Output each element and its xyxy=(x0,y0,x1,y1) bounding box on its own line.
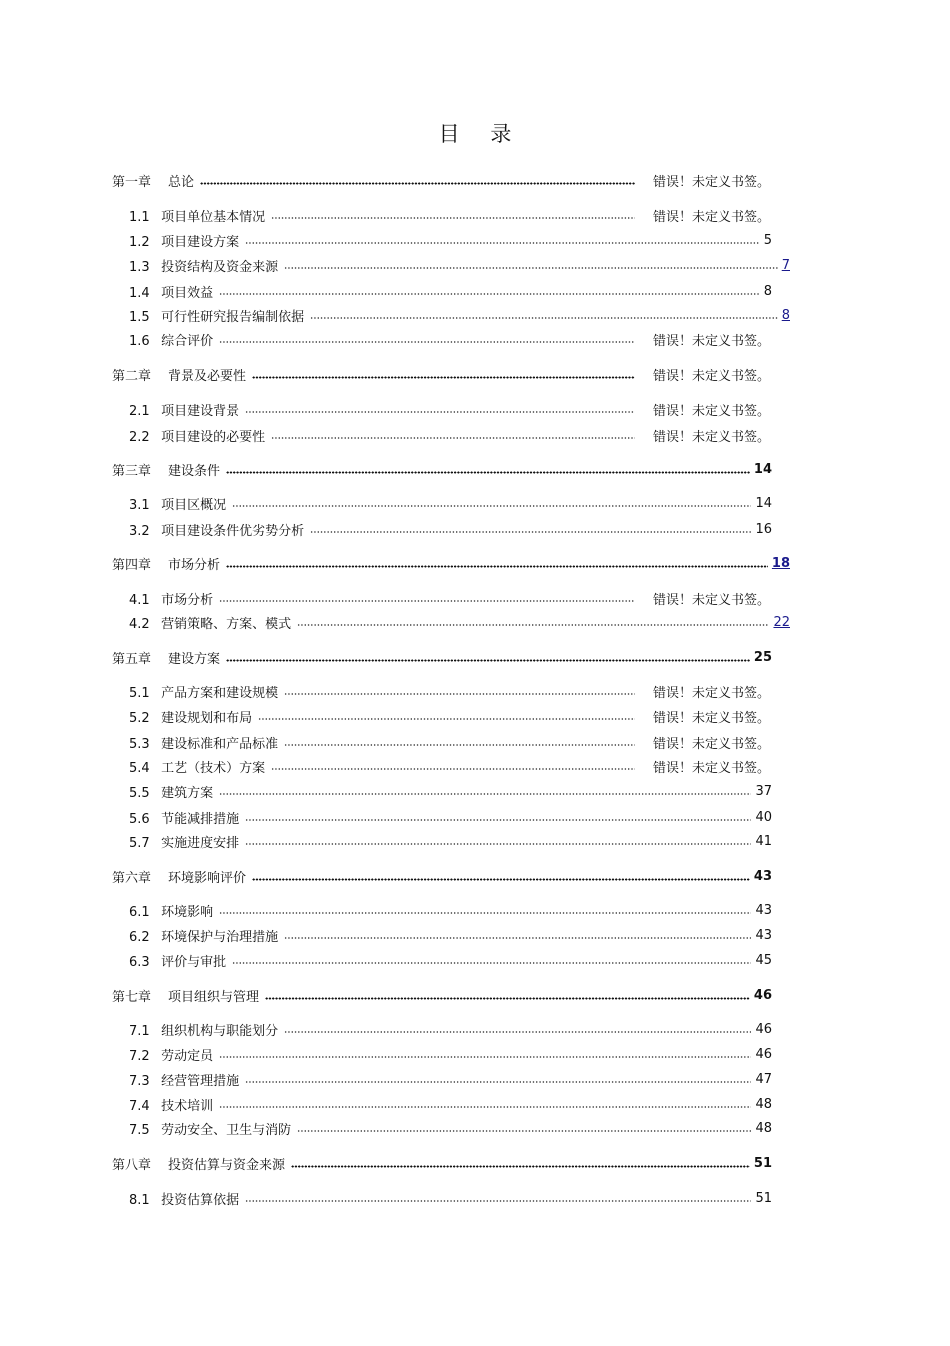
toc-entry-label xyxy=(129,206,271,225)
toc-entry-text: 技术培训 xyxy=(157,1098,214,1114)
toc-entry-label xyxy=(129,231,245,250)
dot-leader xyxy=(226,471,750,474)
toc-entry-text: 项目区概况 xyxy=(157,497,227,513)
toc-entry-text: 背景及必要性 xyxy=(168,368,247,384)
toc-entry-number: 第三章 xyxy=(112,463,152,479)
dot-leader xyxy=(284,937,751,939)
toc-entry-text: 产品方案和建设规模 xyxy=(157,685,279,701)
toc-section-row[interactable] xyxy=(129,588,770,608)
toc-entry-label xyxy=(129,520,310,539)
toc-section-row[interactable] xyxy=(129,1044,772,1064)
dot-leader xyxy=(284,1031,751,1033)
toc-title: 目 录 xyxy=(438,122,524,146)
toc-entry-label xyxy=(129,832,245,851)
toc-entry-number: 5.4 xyxy=(129,760,150,776)
toc-entry-label xyxy=(129,282,219,301)
toc-entry-label xyxy=(129,400,245,419)
toc-entry-number: 2.2 xyxy=(129,429,150,445)
toc-entry-number: 5.5 xyxy=(129,785,150,801)
toc-entry-number: 1.4 xyxy=(129,285,150,301)
toc-entry-label xyxy=(129,1119,297,1138)
toc-entry-number: 1.6 xyxy=(129,333,150,349)
toc-entry-text: 劳动安全、卫生与消防 xyxy=(157,1122,292,1138)
dot-leader xyxy=(232,962,751,964)
toc-entry-label xyxy=(112,1154,291,1173)
bookmark-error-text: 错误！未定义书签。 xyxy=(652,368,770,384)
toc-section-row[interactable] xyxy=(129,706,770,726)
page-number: 46 xyxy=(755,1046,772,1062)
dot-leader xyxy=(219,912,751,914)
toc-section-row[interactable] xyxy=(129,900,772,920)
toc-entry-label xyxy=(129,901,219,920)
toc-entry-number: 3.2 xyxy=(129,523,150,539)
toc-entry-number: 7.5 xyxy=(129,1122,150,1138)
page-number: 46 xyxy=(755,1021,772,1037)
toc-entry-number: 4.1 xyxy=(129,592,150,608)
toc-entry-number: 6.1 xyxy=(129,904,150,920)
page-number: 8 xyxy=(763,283,772,299)
toc-section-row[interactable] xyxy=(129,831,772,851)
toc-entry-label xyxy=(129,494,232,513)
toc-entry-text: 市场分析 xyxy=(168,557,221,573)
bookmark-error-text: 错误！未定义书签。 xyxy=(652,710,770,726)
dot-leader xyxy=(219,793,751,795)
toc-section-row[interactable] xyxy=(129,230,772,250)
page-number: 45 xyxy=(755,952,772,968)
toc-chapter-row[interactable] xyxy=(112,459,772,479)
dot-leader xyxy=(219,600,635,602)
toc-entry-number: 8.1 xyxy=(129,1192,150,1208)
toc-entry-text: 项目单位基本情况 xyxy=(157,209,266,225)
dot-leader xyxy=(310,317,778,319)
page-number[interactable]: 18 xyxy=(771,555,790,571)
dot-leader xyxy=(252,376,635,379)
toc-entry-number: 6.3 xyxy=(129,954,150,970)
toc-entry-label xyxy=(129,1020,284,1039)
toc-section-row[interactable] xyxy=(129,205,770,225)
page-number: 48 xyxy=(755,1096,772,1112)
page-number: 16 xyxy=(755,521,772,537)
toc-section-row[interactable] xyxy=(129,255,790,275)
page-number[interactable]: 8 xyxy=(781,307,790,323)
toc-section-row[interactable] xyxy=(129,519,772,539)
page-number: 5 xyxy=(763,232,772,248)
toc-chapter-row[interactable] xyxy=(112,866,772,886)
toc-entry-label xyxy=(129,1095,219,1114)
toc-section-row[interactable] xyxy=(129,950,772,970)
toc-entry-number: 5.7 xyxy=(129,835,150,851)
toc-section-row[interactable] xyxy=(129,281,772,301)
dot-leader xyxy=(297,624,769,626)
toc-entry-number: 7.1 xyxy=(129,1023,150,1039)
toc-entry-label xyxy=(112,986,265,1005)
toc-entry-text: 工艺（技术）方案 xyxy=(157,760,266,776)
toc-section-row[interactable] xyxy=(129,1094,772,1114)
bookmark-error-text: 错误！未定义书签。 xyxy=(652,209,770,225)
toc-entry-text: 总论 xyxy=(168,174,195,190)
toc-entry-text: 项目建设的必要性 xyxy=(157,429,266,445)
toc-section-row[interactable] xyxy=(129,399,770,419)
dot-leader xyxy=(219,1106,751,1108)
bookmark-error-text: 错误！未定义书签。 xyxy=(652,333,770,349)
toc-entry-text: 可行性研究报告编制依据 xyxy=(157,309,305,325)
toc-entry-label xyxy=(112,867,252,886)
toc-entry-number: 5.3 xyxy=(129,736,150,752)
toc-entry-text: 项目组织与管理 xyxy=(168,989,260,1005)
dot-leader xyxy=(271,437,635,439)
dot-leader xyxy=(252,878,750,881)
dot-leader xyxy=(219,341,635,343)
dot-leader xyxy=(265,997,750,1000)
toc-entry-number: 第七章 xyxy=(112,989,152,1005)
dot-leader xyxy=(219,1056,751,1058)
page-number: 14 xyxy=(753,461,772,477)
toc-entry-label xyxy=(129,682,284,701)
toc-entry-label xyxy=(129,306,310,325)
toc-section-row[interactable] xyxy=(129,1118,772,1138)
toc-entry-number: 第一章 xyxy=(112,174,152,190)
toc-section-row[interactable] xyxy=(129,1019,772,1039)
toc-entry-label xyxy=(129,330,219,349)
toc-entry-number: 7.3 xyxy=(129,1073,150,1089)
dot-leader xyxy=(226,659,750,662)
toc-entry-label xyxy=(129,808,245,827)
toc-section-row[interactable] xyxy=(129,781,772,801)
toc-entry-label xyxy=(129,1045,219,1064)
page-number[interactable]: 7 xyxy=(781,257,790,273)
toc-entry-number: 1.5 xyxy=(129,309,150,325)
toc-entry-number: 7.4 xyxy=(129,1098,150,1114)
dot-leader xyxy=(232,505,751,507)
toc-entry-text: 项目效益 xyxy=(157,285,214,301)
dot-leader xyxy=(297,1130,751,1132)
page-number: 43 xyxy=(755,902,772,918)
toc-entry-text: 投资估算依据 xyxy=(157,1192,240,1208)
dot-leader xyxy=(284,693,635,695)
page-number: 43 xyxy=(753,868,772,884)
toc-section-row[interactable] xyxy=(129,925,772,945)
toc-section-row[interactable] xyxy=(129,305,790,325)
toc-entry-label xyxy=(129,707,258,726)
toc-entry-text: 实施进度安排 xyxy=(157,835,240,851)
toc-entry-text: 建设规划和布局 xyxy=(157,710,253,726)
toc-entry-label xyxy=(129,733,284,752)
toc-entry-text: 市场分析 xyxy=(157,592,214,608)
toc-section-row[interactable] xyxy=(129,1188,772,1208)
toc-section-row[interactable] xyxy=(129,732,770,752)
toc-entry-number: 1.2 xyxy=(129,234,150,250)
toc-entry-text: 营销策略、方案、模式 xyxy=(157,616,292,632)
toc-entry-text: 环境保护与治理措施 xyxy=(157,929,279,945)
dot-leader xyxy=(226,565,768,568)
toc-entry-text: 节能减排措施 xyxy=(157,811,240,827)
dot-leader xyxy=(284,267,778,269)
toc-entry-number: 第六章 xyxy=(112,870,152,886)
toc-entry-number: 5.2 xyxy=(129,710,150,726)
toc-entry-text: 建筑方案 xyxy=(157,785,214,801)
toc-entry-text: 环境影响 xyxy=(157,904,214,920)
toc-entry-label xyxy=(112,171,200,190)
toc-entry-label xyxy=(129,1070,245,1089)
toc-entry-label xyxy=(129,926,284,945)
toc-entry-label xyxy=(129,426,271,445)
toc-chapter-row[interactable] xyxy=(112,364,770,384)
dot-leader xyxy=(200,182,635,185)
toc-entry-text: 投资结构及资金来源 xyxy=(157,259,279,275)
toc-section-row[interactable] xyxy=(129,329,770,349)
toc-entry-text: 项目建设方案 xyxy=(157,234,240,250)
dot-leader xyxy=(310,531,751,533)
page-number: 47 xyxy=(755,1071,772,1087)
toc-entry-label xyxy=(112,554,226,573)
toc-entry-number: 3.1 xyxy=(129,497,150,513)
bookmark-error-text: 错误！未定义书签。 xyxy=(652,760,770,776)
toc-entry-label xyxy=(129,951,232,970)
page-number: 43 xyxy=(755,927,772,943)
dot-leader xyxy=(245,411,635,413)
toc-entry-label xyxy=(112,460,226,479)
toc-chapter-row[interactable] xyxy=(112,170,770,190)
toc-entry-text: 建设标准和产品标准 xyxy=(157,736,279,752)
dot-leader xyxy=(245,819,751,821)
toc-entry-text: 劳动定员 xyxy=(157,1048,214,1064)
toc-entry-text: 组织机构与职能划分 xyxy=(157,1023,279,1039)
toc-entry-number: 4.2 xyxy=(129,616,150,632)
page-number[interactable]: 22 xyxy=(773,614,790,630)
dot-leader xyxy=(245,1081,751,1083)
dot-leader xyxy=(219,293,760,295)
page-number: 48 xyxy=(755,1120,772,1136)
page-number: 51 xyxy=(755,1190,772,1206)
toc-entry-text: 建设方案 xyxy=(168,651,221,667)
toc-section-row[interactable] xyxy=(129,612,790,632)
toc-entry-label xyxy=(112,365,252,384)
toc-entry-text: 项目建设背景 xyxy=(157,403,240,419)
toc-entry-label xyxy=(129,782,219,801)
toc-entry-number: 5.1 xyxy=(129,685,150,701)
toc-entry-number: 1.1 xyxy=(129,209,150,225)
bookmark-error-text: 错误！未定义书签。 xyxy=(652,429,770,445)
page-number: 41 xyxy=(755,833,772,849)
dot-leader xyxy=(245,1200,751,1202)
toc-entry-label xyxy=(112,648,226,667)
dot-leader xyxy=(291,1165,750,1168)
toc-entry-label xyxy=(129,757,271,776)
toc-entry-number: 5.6 xyxy=(129,811,150,827)
toc-chapter-row[interactable] xyxy=(112,553,790,573)
toc-entry-number: 7.2 xyxy=(129,1048,150,1064)
toc-entry-label xyxy=(129,1189,245,1208)
page-number: 14 xyxy=(755,495,772,511)
toc-section-row[interactable] xyxy=(129,425,770,445)
toc-entry-number: 第二章 xyxy=(112,368,152,384)
toc-entry-label xyxy=(129,256,284,275)
bookmark-error-text: 错误！未定义书签。 xyxy=(652,685,770,701)
page-number: 51 xyxy=(753,1155,772,1171)
page-number: 40 xyxy=(755,809,772,825)
toc-entry-text: 评价与审批 xyxy=(157,954,227,970)
toc-entry-text: 综合评价 xyxy=(157,333,214,349)
bookmark-error-text: 错误！未定义书签。 xyxy=(652,736,770,752)
toc-entry-label xyxy=(129,613,297,632)
toc-entry-text: 项目建设条件优劣势分析 xyxy=(157,523,305,539)
toc-entry-text: 环境影响评价 xyxy=(168,870,247,886)
toc-entry-number: 6.2 xyxy=(129,929,150,945)
bookmark-error-text: 错误！未定义书签。 xyxy=(652,403,770,419)
dot-leader xyxy=(245,242,760,244)
page-number: 46 xyxy=(753,987,772,1003)
bookmark-error-text: 错误！未定义书签。 xyxy=(652,592,770,608)
toc-section-row[interactable] xyxy=(129,756,770,776)
toc-section-row[interactable] xyxy=(129,681,770,701)
toc-entry-number: 1.3 xyxy=(129,259,150,275)
dot-leader xyxy=(245,843,751,845)
page-number: 25 xyxy=(753,649,772,665)
toc-entry-text: 投资估算与资金来源 xyxy=(168,1157,286,1173)
toc-entry-number: 第八章 xyxy=(112,1157,152,1173)
page-number: 37 xyxy=(755,783,772,799)
toc-chapter-row[interactable] xyxy=(112,985,772,1005)
toc-entry-text: 经营管理措施 xyxy=(157,1073,240,1089)
toc-entry-text: 建设条件 xyxy=(168,463,221,479)
dot-leader xyxy=(258,718,635,720)
toc-section-row[interactable] xyxy=(129,1069,772,1089)
bookmark-error-text: 错误！未定义书签。 xyxy=(652,174,770,190)
toc-entry-number: 2.1 xyxy=(129,403,150,419)
toc-chapter-row[interactable] xyxy=(112,647,772,667)
dot-leader xyxy=(271,768,635,770)
toc-entry-number: 第四章 xyxy=(112,557,152,573)
toc-chapter-row[interactable] xyxy=(112,1153,772,1173)
toc-section-row[interactable] xyxy=(129,807,772,827)
dot-leader xyxy=(284,744,635,746)
toc-entry-number: 第五章 xyxy=(112,651,152,667)
toc-entry-label xyxy=(129,589,219,608)
toc-section-row[interactable] xyxy=(129,493,772,513)
dot-leader xyxy=(271,217,635,219)
